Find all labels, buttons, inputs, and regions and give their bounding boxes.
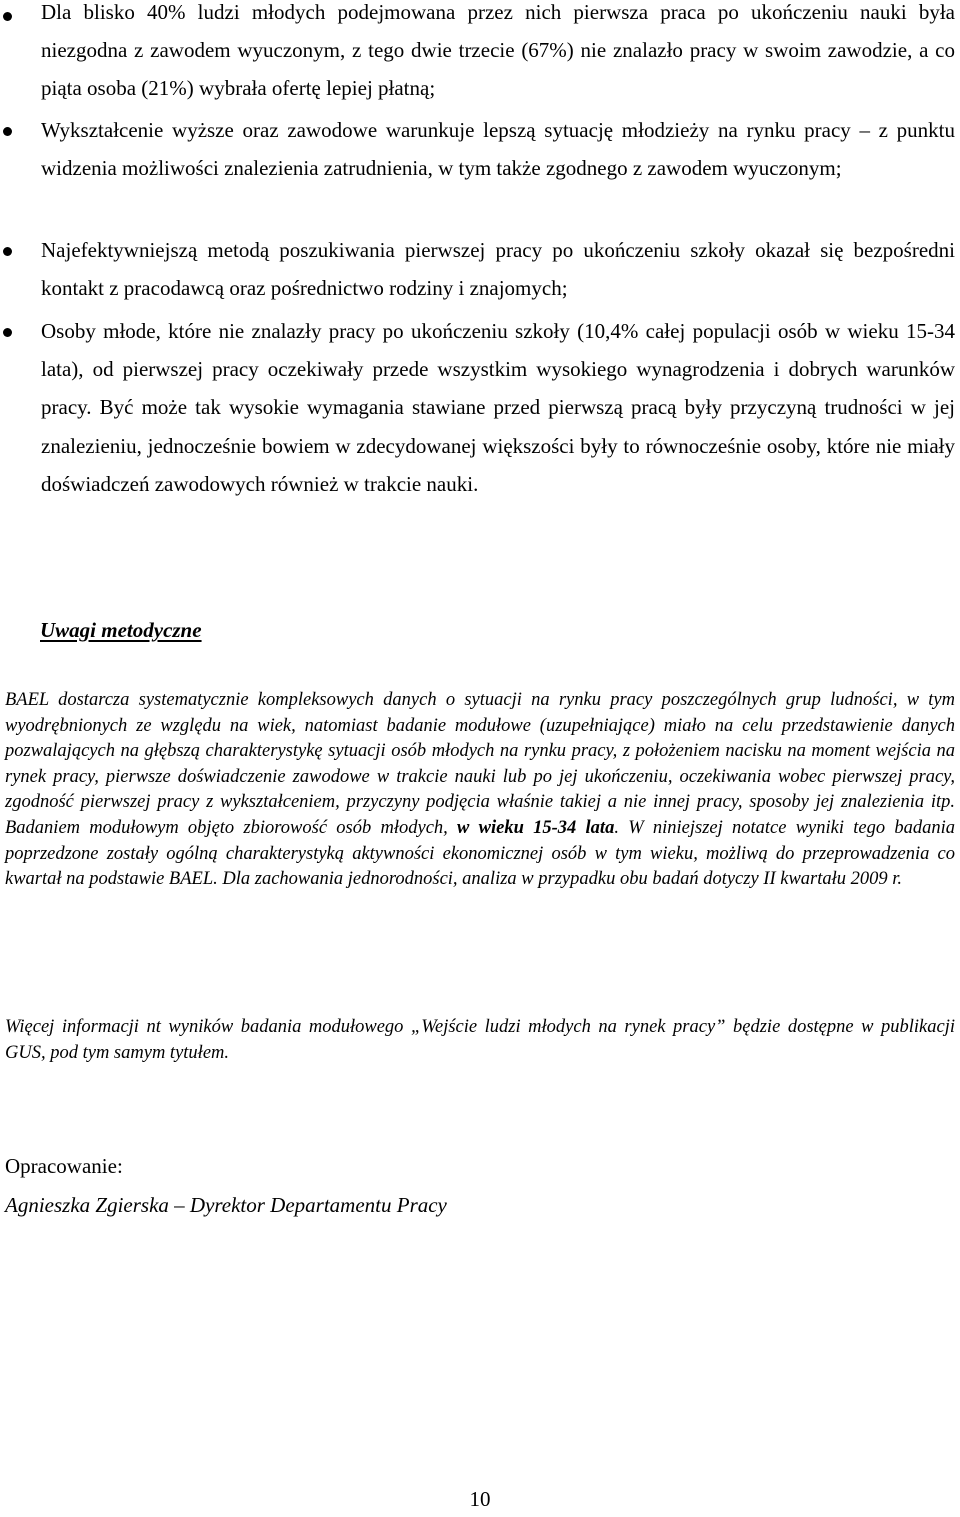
author-line: Agnieszka Zgierska – Dyrektor Departamentu Pracy: [5, 1193, 447, 1217]
age-range-emphasis: w wieku 15-34 lata: [457, 817, 615, 838]
bullet-icon: [3, 247, 12, 256]
page-number: 10: [469, 1487, 491, 1511]
bullet-text: Dla blisko 40% ludzi młodych podejmowana przez nich pierwsza praca po ukończeniu nauki była niezgodna z zawodem wyuczonym, z tego dwie trzecie (67%) nie znalazło pracy w swoim zawodzie, a co piąta osoba (21%) wybrała ofertę lepiej płatną;: [41, 0, 955, 101]
methodology-heading: Uwagi metodyczne: [40, 618, 202, 642]
methodology-text: . W niniejszej notatce wyniki tego badania poprzedzone zostały ogólną charakterystyką aktywności ekonomicznej osób w tym wieku, możliwą do przeprowadzenia co kwartał na podstawie BAEL. Dla zachowania jednorodności, analiza w przypadku obu badań dotyczy II kwartału 2009 r.: [5, 817, 956, 890]
methodology-text: BAEL dostarcza systematycznie kompleksowych danych o sytuacji na rynku pracy poszczególnych grup ludności, w tym wyodrębnionych ze względu na wiek, natomiast badanie modułowe (uzupełniające) miało na celu przedstawienie danych pozwalających na głębszą charakterystykę sytuacji osób młodych na rynku pracy, z położeniem nacisku na moment wejścia na rynek pracy, pierwsze doświadczenie zawodowe w trakcie nauki lub po jej ukończeniu, oczekiwania wobec pierwszej pracy, zgodność pierwszej pracy z wykształceniem, przyczyny podjęcia właśnie takiej a nie innej pracy, sposoby jej znalezienia itp. Badaniem modułowym objęto zbiorowość osób młodych,: [5, 690, 955, 838]
bullet-icon: [3, 328, 12, 337]
bullet-icon: [3, 127, 12, 136]
more-info-paragraph: Więcej informacji nt wyników badania modułowego „Wejście ludzi młodych na rynek pracy” będzie dostępne w publikacji GUS, pod tym samym tytułem.: [5, 1017, 955, 1063]
bullet-icon: [3, 12, 12, 21]
bullet-text: Najefektywniejszą metodą poszukiwania pierwszej pracy po ukończeniu szkoły okazał się bezpośredni kontakt z pracodawcą oraz pośrednictwo rodziny i znajomych;: [41, 238, 955, 301]
methodology-paragraph: [5, 688, 955, 893]
bullet-text: Wykształcenie wyższe oraz zawodowe warunkuje lepszą sytuację młodzieży na rynku pracy – z punktu widzenia możliwości znalezienia zatrudnienia, w tym także zgodnego z zawodem wyuczonym;: [41, 118, 955, 181]
bullet-text: Osoby młode, które nie znalazły pracy po ukończeniu szkoły (10,4% całej populacji osób w wieku 15-34 lata), od pierwszej pracy oczekiwały przede wszystkim wysokiego wynagrodzenia i dobrych warunków pracy. Być może tak wysokie wymagania stawiane przed pierwszą pracą były przyczyną trudności w jej znalezieniu, jednocześnie bowiem w zdecydowanej większości były to równocześnie osoby, które nie miały doświadczeń zawodowych również w trakcie nauki.: [41, 319, 955, 496]
prepared-by-label: Opracowanie:: [5, 1154, 123, 1178]
